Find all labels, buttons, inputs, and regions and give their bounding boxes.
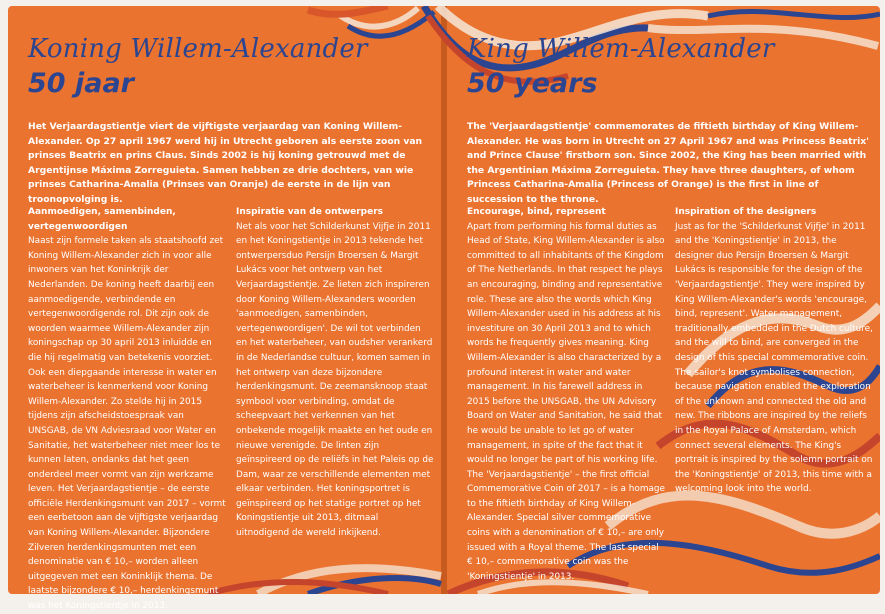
- brochure-spread: [8, 6, 880, 612]
- section-heading: Inspiratie van de ontwerpers: [236, 207, 384, 217]
- page-subtitle-english: 50 years: [467, 68, 598, 99]
- right-page-content: [447, 6, 880, 594]
- page-subtitle-dutch: 50 jaar: [28, 68, 134, 99]
- page-title-dutch: Koning Willem-Alexander: [28, 34, 368, 64]
- intro-paragraph-dutch: Het Verjaardagstientje viert de vijftigste verjaardag van Koning Willem-Alexander. Op 27 april 1967 werd hij in Utrecht geboren als eerste zoon van prinses Beatrix en prins Claus. Sinds 2002 is hij koning getrouwd met de Argentijnse Máxima Zorreguieta. Samen hebben ze drie dochters, van wie prinses Catharina-Amalia (Prinses van Oranje) de eerste in de lijn van troonopvolging is.: [28, 121, 423, 205]
- section-body: Just as for the 'Schilderkunst Vijfje' in 2011 and the 'Koningstientje' in 2013, the designer duo Persijn Broersen & Margit Lukács is responsible for the design of the 'Verjaardagstientje'. They were inspired by King Willem-Alexander's words 'encourage, bind, represent'. Water management, traditionally embedded in the Dutch culture, and the will to bind, are converged in the design of this special commemorative coin. The sailor's knot symbolises connection, because navigation enabled the exploration of the unknown and connected the old and new. The ribbons are inspired by the reliefs in the Royal Palace of Amsterdam, which connect several elements. The King's portrait is inspired by the solemn portrait on the 'Koningstientje' of 2013, this time with a welcoming look into the world.: [675, 221, 873, 495]
- page-title-english: King Willem-Alexander: [467, 34, 775, 64]
- section-heading: Aanmoedigen, samenbinden, vertegenwoordigen: [28, 207, 176, 232]
- section-body: Net als voor het Schilderkunst Vijfje in 2011 en het Koningstientje in 2013 tekende het ontwerpersduo Persijn Broersen & Margit Lukács voor het ontwerp van het Verjaardagstientje. Ze lieten zich inspireren door Koning Willem-Alexanders woorden 'aanmoedigen, samenbinden, vertegenwoordigen'. De wil tot verbinden en het waterbeheer, van oudsher verankerd in de Nederlandse cultuur, komen samen in het ontwerp van deze bijzondere herdenkingsmunt. De zeemansknoop staat symbool voor verbinding, omdat de scheepvaart het verkennen van het onbekende mogelijk maakte en het oude en nieuwe verenigde. De linten zijn geïnspireerd op de reliëfs in het Paleis op de Dam, waar ze verschillende elementen met elkaar verbinden. Het koningsportret is geïnspireerd op het statige portret op het Koningstientje uit 2013, ditmaal uitnodigend de wereld inkijkend.: [236, 221, 434, 539]
- left-page-content: [8, 6, 441, 612]
- section-body: Naast zijn formele taken als staatshoofd zet Koning Willem-Alexander zich in voor alle inwoners van het Koninkrijk der Nederlanden. De koning heeft daarbij een aanmoedigende, verbindende en vertegenwoordigende rol. Dit zijn ook de woorden waarmee Willem-Alexander zijn koningschap op 30 april 2013 inluidde en die hij regelmatig van betekenis voorziet. Ook een diepgaande interesse in water en waterbeheer is kenmerkend voor Koning Willem-Alexander. Zo stelde hij in 2015 tijdens zijn afscheidstoespraak van UNSGAB, de VN Adviesraad voor Water en Sanitatie, het waterbeheer niet meer los te kunnen laten, ondanks dat het geen onderdeel meer vormt van zijn werkzame leven. Het Verjaardagstientje – de eerste officiële Herdenkingsmunt van 2017 – vormt een eerbetoon aan de vijftigste verjaardag van Koning Willem-Alexander. Bijzondere Zilveren herdenkingsmunten met een denominatie van € 10,– worden alleen uitgegeven met een Koninklijk thema. De laatste bijzondere € 10,– herdenkingsmunt was het Koningstientje in 2013.: [28, 236, 226, 612]
- column-dutch-1: [28, 205, 226, 614]
- column-dutch-2: [236, 205, 434, 541]
- column-english-1: [467, 205, 665, 584]
- intro-paragraph-english: The 'Verjaardagstientje' commemorates de fiftieth birthday of King Willem-Alexander. He was born in Utrecht on 27 April 1967 and was Princess Beatrix' and Prince Clause' firstborn son. Since 2002, the King has been married with the Argentinian Máxima Zorreguieta. They have three daughters, of whom Princess Catharina-Amalia (Princess of Orange) is the first in line of succession to the throne.: [467, 121, 869, 205]
- section-heading: Inspiration of the designers: [675, 207, 817, 217]
- section-heading: Encourage, bind, represent: [467, 207, 606, 217]
- column-english-2: [675, 205, 873, 497]
- section-body: Apart from performing his formal duties as Head of State, King Willem-Alexander is also committed to all inhabitants of the Kingdom of The Netherlands. In that respect he plays an encouraging, binding and representative role. These are also the words which King Willem-Alexander used in his address at his investiture on 30 April 2013 and to which words he frequently gives meaning. King Willem-Alexander is also characterized by a profound interest in water and water management. In his farewell address in 2015 before the UNSGAB, the UN Advisory Board on Water and Sanitation, he said that he would be unable to let go of water management, in spite of the fact that it would no longer be part of his working life. The 'Verjaardagstientje' – the first official Commemorative Coin of 2017 – is a homage to the fiftieth birthday of King Willem-Alexander. Special silver commemorative coins with a denomination of € 10,– are only issued with a Royal theme. The last special € 10,– commemorative coin was the 'Koningstientje' in 2013.: [467, 221, 666, 582]
